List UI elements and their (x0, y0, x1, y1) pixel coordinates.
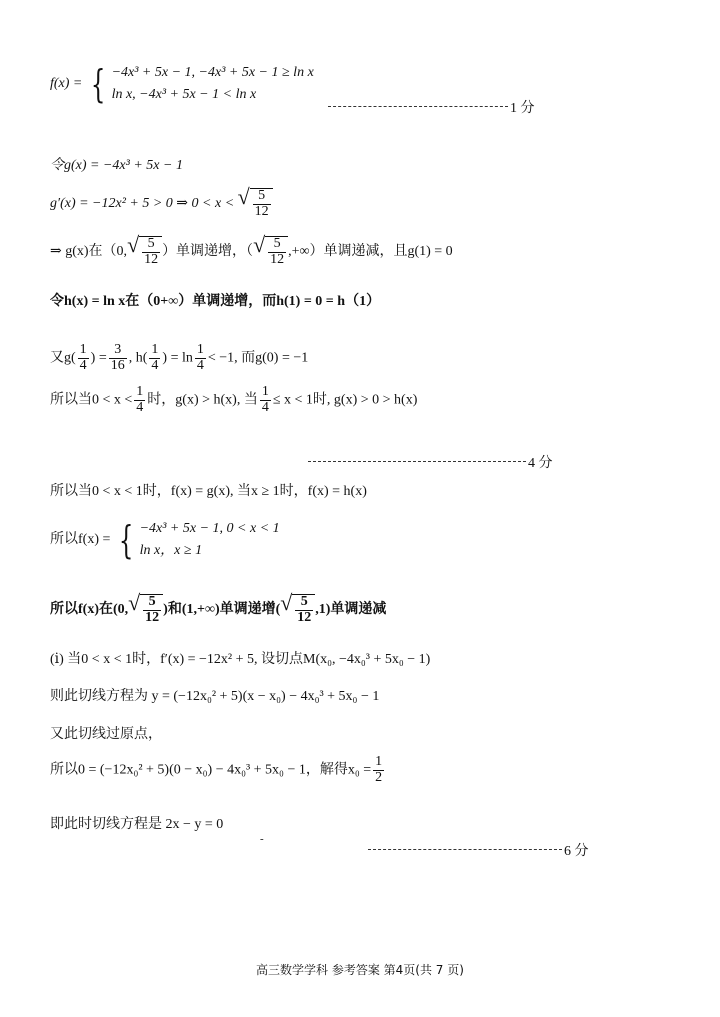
left-brace: { (118, 517, 134, 562)
case-1: −4x³ + 5x − 1, −4x³ + 5x − 1 ≥ ln x (111, 65, 314, 80)
sqrt-5-12-b: √ $\frac{5}{12}$ (280, 594, 315, 625)
sqrt-5-12: √ $\frac{5}{12}$ (238, 188, 273, 219)
l7-c: ≤ x < 1时, g(x) > 0 > h(x) (272, 392, 418, 408)
l6-a: 又g( (50, 350, 76, 366)
frac-num: 1 (375, 754, 383, 769)
frac-1-2 (373, 755, 384, 785)
frac-den: 4 (136, 399, 144, 415)
frac-num: 5 (143, 595, 161, 611)
score-mark-6: 6 分 (564, 844, 589, 859)
l4-part-b: ）单调递增，（ (162, 243, 254, 259)
stray-dash: - (260, 833, 264, 845)
frac-den: 4 (261, 399, 269, 415)
l7-a: 所以当0 < x < (50, 392, 133, 408)
score-leader-6 (368, 849, 562, 850)
l10-a: 所以f(x)在(0, (50, 601, 129, 617)
score-mark-1: 1 分 (510, 101, 535, 116)
frac-num: 5 (268, 237, 286, 253)
through-origin: 又此切线过原点， (50, 727, 162, 742)
frac-den: 4 (79, 357, 87, 373)
f-lhs-2: 所以f(x) = (50, 531, 111, 547)
l14-a: 所以0 = (−12x₀² + 5)(0 − x₀) − 4x₀³ + 5x₀ − 1，解得x₀ = (50, 762, 372, 778)
f-equals-g-h: 所以当0 < x < 1时，f(x) = g(x), 当x ≥ 1时，f(x) = h(x) (50, 484, 367, 499)
frac-den: 12 (144, 251, 159, 267)
frac-den: 12 (297, 609, 312, 625)
score-mark-4: 4 分 (528, 456, 553, 471)
l10-b: )和(1,+∞)单调递增( (163, 601, 281, 617)
compare-values (50, 343, 308, 373)
score-leader-1 (328, 106, 508, 107)
frac-den: 4 (196, 357, 204, 373)
frac-den: 12 (254, 203, 269, 219)
frac-1-4 (134, 385, 145, 415)
frac-num: 5 (295, 595, 313, 611)
frac-num: 1 (261, 384, 269, 399)
define-g: 令g(x) = −4x³ + 5x − 1 (50, 158, 183, 173)
frac-num: 5 (142, 237, 160, 253)
f-monotonic (50, 590, 387, 625)
frac-1-4 (78, 343, 89, 373)
tangent-result: 即此时切线方程是 2x − y = 0 (50, 817, 224, 832)
sqrt-5-12-b: √ $\frac{5}{12}$ (253, 236, 288, 267)
l6-b: ) = (90, 350, 107, 366)
case-2: ln x, −4x³ + 5x − 1 < ln x (111, 86, 257, 102)
frac-1-4-c (195, 343, 206, 373)
define-h: 令h(x) = ln x在（0+∞）单调递增，而h(1) = 0 = h（1） (50, 294, 381, 309)
frac-1-4-b (149, 343, 160, 373)
page-footer: 高三数学学科 参考答案 第4页(共 7 页) (256, 963, 464, 977)
case-1: −4x³ + 5x − 1, 0 < x < 1 (139, 521, 280, 536)
cases (140, 518, 280, 561)
sqrt-5-12-a: √ $\frac{5}{12}$ (127, 236, 162, 267)
frac-num: 5 (253, 189, 271, 205)
g-derivative (50, 184, 273, 219)
part-i-derivative: (ⅰ) 当0 < x < 1时，f′(x) = −12x² + 5, 设切点M(x₀, −4x₀³ + 5x₀ − 1) (50, 652, 431, 667)
frac-den: 16 (110, 357, 125, 373)
l4-part-a: ⇒ g(x)在（0, (50, 243, 128, 259)
frac-num: 1 (79, 342, 87, 357)
l6-d: ) = ln (162, 350, 193, 366)
frac-den: 4 (151, 357, 159, 373)
frac-num: 3 (109, 343, 127, 359)
frac-den: 12 (270, 251, 285, 267)
left-brace: { (90, 61, 106, 106)
tangent-equation: 则此切线方程为 y = (−12x₀² + 5)(x − x₀) − 4x₀³ + 5x₀ − 1 (50, 689, 380, 704)
l6-e: < −1, 而g(0) = −1 (207, 350, 309, 366)
piecewise-f-definition (50, 62, 314, 105)
l4-part-c: ,+∞）单调递减，且g(1) = 0 (288, 243, 453, 259)
sqrt-5-12: √ $\frac{5}{12}$ (128, 594, 163, 625)
frac-den: 12 (145, 609, 160, 625)
frac-3-16 (109, 343, 127, 373)
piecewise-f-simplified (50, 518, 280, 561)
score-leader-4 (308, 461, 526, 462)
cases (112, 62, 314, 105)
frac-num: 1 (151, 342, 159, 357)
f-lhs: f(x) = (50, 75, 86, 91)
frac-num: 1 (196, 342, 204, 357)
l6-c: , h( (128, 350, 148, 366)
l7-b: 时，g(x) > h(x), 当 (147, 392, 258, 408)
l10-c: ,1)单调递减 (315, 601, 387, 617)
g-monotonic (50, 232, 453, 267)
solve-x0 (50, 755, 386, 785)
g-derivative-text: g′(x) = −12x² + 5 > 0 ⇒ 0 < x < (50, 195, 235, 211)
frac-1-4-b (260, 385, 271, 415)
case-2: ln x，x ≥ 1 (139, 542, 203, 558)
conclusion-g-h (50, 385, 417, 415)
frac-num: 1 (136, 384, 144, 399)
frac-den: 2 (375, 769, 383, 785)
